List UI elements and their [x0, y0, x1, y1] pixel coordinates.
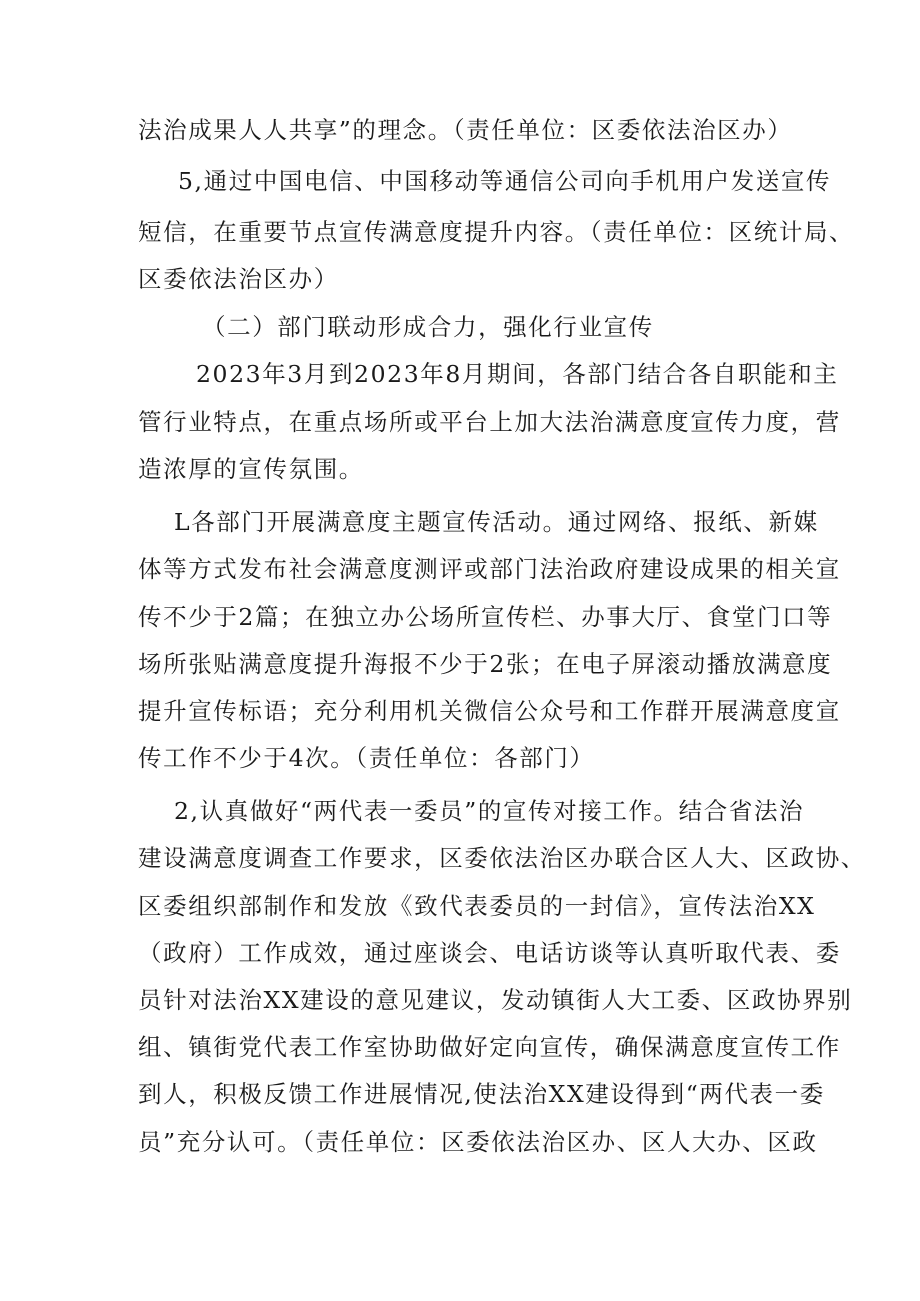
paragraph-line: 提升宣传标语；充分利用机关微信公众号和工作群开展满意度宣 [138, 697, 841, 725]
paragraph-line: 造浓厚的宣传氛围。 [138, 455, 364, 483]
paragraph-line: 区委组织部制作和发放《致代表委员的一封信》，宣传法治XX [138, 892, 816, 920]
paragraph-line: 场所张贴满意度提升海报不少于2张；在电子屏滚动播放满意度 [138, 650, 833, 678]
paragraph-line: 5,通过中国电信、中国移动等通信公司向手机用户发送宣传 [178, 167, 832, 195]
paragraph-line: 组、镇街党代表工作室协助做好定向宣传，确保满意度宣传工作 [138, 1033, 841, 1061]
paragraph-line: 体等方式发布社会满意度测评或部门法治政府建设成果的相关宣 [138, 555, 841, 583]
paragraph-line: 员”充分认可。（责任单位：区委依法治区办、区人大办、区政 [138, 1128, 818, 1156]
paragraph-line: 管行业特点，在重点场所或平台上加大法治满意度宣传力度，营 [138, 408, 841, 436]
paragraph-line: 员针对法治XX建设的意见建议，发动镇街人大工委、区政协界别 [138, 986, 853, 1014]
paragraph-line: 短信，在重要节点宣传满意度提升内容。（责任单位：区统计局、 [138, 218, 855, 246]
paragraph-line: 传不少于2篇；在独立办公场所宣传栏、办事大厅、食堂门口等 [138, 603, 833, 631]
paragraph-line: 2,认真做好“两代表一委员”的宣传对接工作。结合省法治 [174, 797, 805, 825]
paragraph-line: 2023年3月到2023年8月期间，各部门结合各自职能和主 [196, 360, 839, 388]
paragraph-line: 到人，积极反馈工作进展情况,使法治XX建设得到“两代表一委 [138, 1080, 825, 1108]
paragraph-line: 区委依法治区办） [138, 265, 339, 293]
paragraph-line: 法治成果人人共享”的理念。（责任单位：区委依法治区办） [138, 116, 793, 144]
paragraph-line: （政府）工作成效，通过座谈会、电话访谈等认真听取代表、委 [138, 939, 841, 967]
paragraph-line: 建设满意度调查工作要求，区委依法治区办联合区人大、区政协、 [138, 844, 866, 872]
paragraph-line: L各部门开展满意度主题宣传活动。通过网络、报纸、新媒 [174, 508, 819, 536]
paragraph-line: 传工作不少于4次。（责任单位：各部门） [138, 744, 595, 772]
section-heading: （二）部门联动形成合力，强化行业宣传 [202, 313, 654, 341]
